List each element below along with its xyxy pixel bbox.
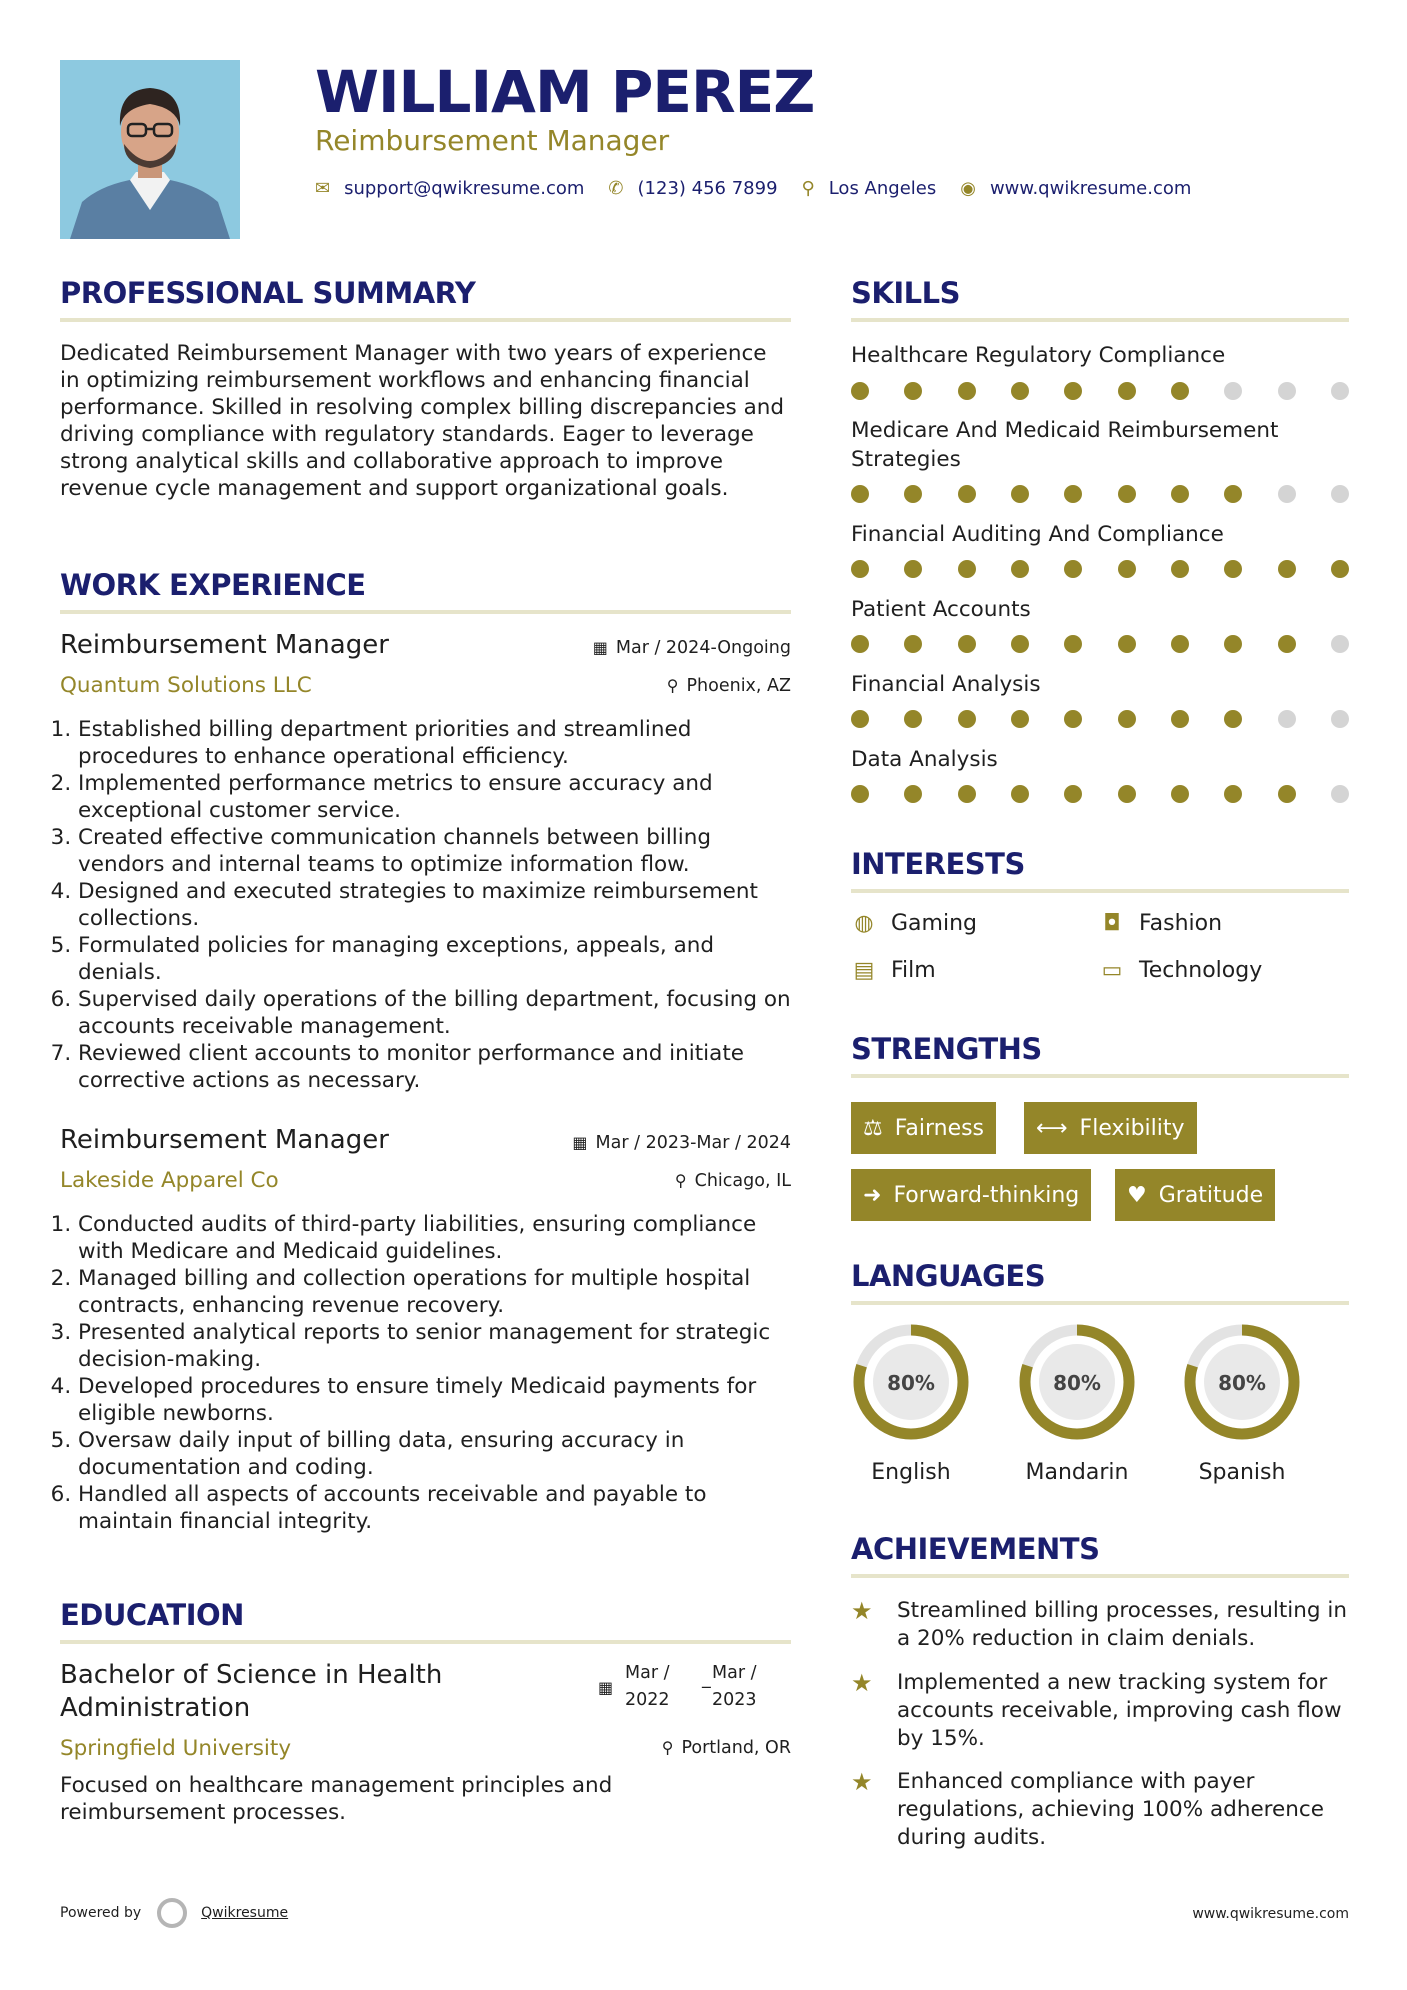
job-dates — [593, 638, 791, 658]
language-name: Spanish — [1198, 1460, 1286, 1485]
interest-item — [851, 911, 977, 936]
section-divider — [851, 1301, 1349, 1305]
skill-dot-filled — [1171, 382, 1189, 400]
skill-dot-filled — [904, 710, 922, 728]
skill-dot-filled — [1011, 635, 1029, 653]
interest-item — [1099, 911, 1222, 936]
skill-name: Data Analysis — [851, 747, 998, 772]
job-task-list — [60, 716, 791, 1094]
job-task: 6. Supervised daily operations of the billing department, focusing on accounts receivable management. — [78, 986, 791, 1040]
summary-text: Dedicated Reimbursement Manager with two years of experience in optimizing reimbursement workflows and enhancing financial performance. Skilled in resolving complex billing discrepancies and driving compliance with regulatory standards. Eager to leverage strong analytical skills and collaborative approach to improve revenue cycle management and support organizational goals. — [60, 341, 785, 501]
skill-dot-empty — [1331, 635, 1349, 653]
interest-item — [1099, 958, 1262, 983]
job-task: 2. Managed billing and collection operations for multiple hospital contracts, enhancing revenue recovery. — [78, 1265, 791, 1319]
skill-dot-filled — [1171, 560, 1189, 578]
strength-label: Fairness — [894, 1115, 985, 1141]
language-progress-ring — [849, 1320, 973, 1444]
skill-dot-empty — [1224, 382, 1242, 400]
language-progress-ring — [1015, 1320, 1139, 1444]
skill-dot-filled — [851, 560, 869, 578]
skill-dot-empty — [1331, 785, 1349, 803]
section-divider — [851, 318, 1349, 322]
job-dates-text: Mar / 2023-Mar / 2024 — [595, 1133, 791, 1153]
skill-dot-filled — [1011, 560, 1029, 578]
skill-dot-filled — [1278, 560, 1296, 578]
star-icon: ★ — [851, 1768, 873, 1796]
contact-bar — [315, 178, 1215, 199]
globe-icon: ◉ — [960, 178, 976, 199]
skill-name: Medicare And Medicaid Reimbursement Strategies — [851, 418, 1279, 472]
achievement-item — [851, 1597, 1349, 1653]
skill-dot-filled — [958, 710, 976, 728]
job-task: 1. Conducted audits of third-party liabilities, ensuring compliance with Medicare and Medicaid guidelines. — [78, 1211, 791, 1265]
job-task: 7. Reviewed client accounts to monitor performance and initiate corrective actions as necessary. — [78, 1040, 791, 1094]
skill-dot-filled — [1011, 710, 1029, 728]
job-task: 5. Formulated policies for managing exceptions, appeals, and denials. — [78, 932, 791, 986]
job-company: Lakeside Apparel Co — [60, 1168, 279, 1193]
skill-dot-filled — [904, 382, 922, 400]
skill-rating — [851, 710, 1349, 728]
degree-title: Bachelor of Science in Health Administration — [60, 1660, 443, 1723]
skill-dot-filled — [1331, 560, 1349, 578]
experience-heading: WORK EXPERIENCE — [60, 568, 366, 602]
footer-powered-by — [60, 1898, 288, 1928]
skill-rating — [851, 485, 1349, 503]
education-location-text: Portland, OR — [681, 1738, 791, 1758]
phone-icon: ✆ — [608, 178, 624, 199]
section-divider — [851, 1074, 1349, 1078]
skill-dot-filled — [1064, 485, 1082, 503]
education-end-year: 2023 — [712, 1690, 757, 1710]
skill-dot-filled — [851, 485, 869, 503]
job-task: 4. Designed and executed strategies to maximize reimbursement collections. — [78, 878, 791, 932]
skill-dot-filled — [1011, 382, 1029, 400]
job-title: Reimbursement Manager — [60, 630, 389, 660]
language-percent: 80% — [887, 1371, 935, 1395]
section-divider — [851, 1574, 1349, 1578]
skill-dot-filled — [1171, 710, 1189, 728]
job-dates-text: Mar / 2024-Ongoing — [615, 638, 791, 658]
skill-dot-filled — [1118, 560, 1136, 578]
qwikresume-logo-icon — [157, 1898, 187, 1928]
skill-dot-empty — [1278, 485, 1296, 503]
skill-dot-filled — [851, 785, 869, 803]
calendar-icon: ▦ — [592, 638, 608, 657]
education-start-year: 2022 — [625, 1690, 670, 1710]
skill-dot-filled — [904, 560, 922, 578]
contact-website[interactable]: www.qwikresume.com — [989, 178, 1192, 199]
job-location-text: Phoenix, AZ — [686, 676, 791, 696]
skill-dot-filled — [958, 635, 976, 653]
language-percent: 80% — [1053, 1371, 1101, 1395]
star-icon: ★ — [851, 1597, 873, 1625]
skill-dot-filled — [1171, 785, 1189, 803]
candidate-role: Reimbursement Manager — [315, 124, 670, 157]
job-task-list — [60, 1211, 791, 1535]
education-start-month: Mar / — [625, 1663, 670, 1683]
interests-heading: INTERESTS — [851, 847, 1025, 881]
education-dates — [598, 1660, 793, 1716]
strength-label: Gratitude — [1158, 1182, 1264, 1208]
skill-name: Financial Analysis — [851, 672, 1041, 697]
skill-dot-filled — [1064, 560, 1082, 578]
achievement-text: Enhanced compliance with payer regulations, achieving 100% adherence during audits. — [897, 1769, 1324, 1850]
skill-dot-filled — [1171, 635, 1189, 653]
skill-dot-filled — [1011, 785, 1029, 803]
arrow-right-icon: ➜ — [863, 1182, 882, 1208]
achievement-item — [851, 1669, 1349, 1753]
achievement-text: Implemented a new tracking system for accounts receivable, improving cash flow by 15%. — [897, 1670, 1342, 1751]
skill-dot-filled — [1118, 785, 1136, 803]
skill-rating — [851, 785, 1349, 803]
interest-label: Technology — [1139, 958, 1263, 983]
skill-dot-filled — [851, 635, 869, 653]
language-item — [1180, 1320, 1304, 1485]
laptop-icon: ▭ — [1101, 958, 1123, 983]
interest-label: Gaming — [891, 911, 977, 936]
job-company: Quantum Solutions LLC — [60, 673, 312, 698]
skill-dot-filled — [958, 485, 976, 503]
strength-badge — [1115, 1169, 1275, 1221]
skill-dot-filled — [1118, 635, 1136, 653]
contact-location: Los Angeles — [828, 178, 937, 199]
skill-dot-empty — [1278, 710, 1296, 728]
calendar-icon: ▦ — [598, 1678, 614, 1697]
job-dates — [572, 1133, 791, 1153]
skill-dot-filled — [1064, 382, 1082, 400]
skill-dot-empty — [1331, 382, 1349, 400]
summary-heading: PROFESSIONAL SUMMARY — [60, 276, 476, 310]
strength-badge — [851, 1102, 996, 1154]
skill-rating — [851, 382, 1349, 400]
skill-name: Healthcare Regulatory Compliance — [851, 343, 1226, 368]
pin-icon: ⚲ — [666, 676, 679, 695]
skill-dot-filled — [958, 560, 976, 578]
skill-dot-filled — [1171, 485, 1189, 503]
language-name: English — [871, 1460, 951, 1485]
arrows-horizontal-icon: ⟷ — [1036, 1115, 1068, 1141]
achievements-heading: ACHIEVEMENTS — [851, 1532, 1100, 1566]
skill-dot-filled — [851, 710, 869, 728]
job-location — [667, 676, 791, 696]
skill-dot-filled — [1224, 560, 1242, 578]
interest-label: Film — [891, 958, 936, 983]
shopping-bag-icon: ◘ — [1103, 911, 1121, 936]
section-divider — [851, 889, 1349, 893]
strength-label: Flexibility — [1079, 1115, 1185, 1141]
skill-dot-filled — [851, 382, 869, 400]
education-heading: EDUCATION — [60, 1598, 244, 1632]
languages-heading: LANGUAGES — [851, 1259, 1046, 1293]
heart-icon: ♥ — [1127, 1182, 1147, 1208]
skill-dot-filled — [1278, 635, 1296, 653]
strength-badge — [851, 1169, 1091, 1221]
brand-link[interactable]: Qwikresume — [201, 1905, 289, 1921]
candidate-name: WILLIAM PEREZ — [315, 58, 815, 126]
achievement-item — [851, 1768, 1349, 1852]
skill-name: Financial Auditing And Compliance — [851, 522, 1224, 547]
skills-heading: SKILLS — [851, 276, 960, 310]
map-pin-icon: ⚲ — [801, 178, 815, 199]
pin-icon: ⚲ — [674, 1171, 687, 1190]
skill-rating — [851, 635, 1349, 653]
skill-dot-filled — [1064, 635, 1082, 653]
job-task: 6. Handled all aspects of accounts receivable and payable to maintain financial integrity. — [78, 1481, 791, 1535]
job-task: 3. Created effective communication channels between billing vendors and internal teams to optimize information flow. — [78, 824, 791, 878]
section-divider — [60, 1640, 791, 1644]
interest-item — [851, 958, 936, 983]
section-divider — [60, 610, 791, 614]
skill-dot-filled — [1224, 485, 1242, 503]
section-divider — [60, 318, 791, 322]
education-description: Focused on healthcare management principles and reimbursement processes. — [60, 1773, 613, 1825]
pin-icon: ⚲ — [661, 1738, 674, 1757]
skill-dot-filled — [1118, 382, 1136, 400]
calendar-icon: ▦ — [572, 1133, 588, 1152]
strength-label: Forward-thinking — [893, 1182, 1080, 1208]
powered-by-label: Powered by — [60, 1905, 142, 1921]
language-name: Mandarin — [1025, 1460, 1129, 1485]
skill-dot-filled — [904, 635, 922, 653]
contact-phone[interactable]: (123) 456 7899 — [637, 178, 778, 199]
skill-dot-empty — [1278, 382, 1296, 400]
job-location — [675, 1171, 791, 1191]
email-icon: ✉ — [315, 178, 331, 199]
job-task: 5. Oversaw daily input of billing data, ensuring accuracy in documentation and coding. — [78, 1427, 791, 1481]
language-progress-ring — [1180, 1320, 1304, 1444]
job-title: Reimbursement Manager — [60, 1125, 389, 1155]
skill-name: Patient Accounts — [851, 597, 1031, 622]
job-location-text: Chicago, IL — [694, 1171, 791, 1191]
skill-dot-filled — [1064, 785, 1082, 803]
education-location — [662, 1738, 791, 1758]
skill-dot-filled — [1224, 785, 1242, 803]
achievement-text: Streamlined billing processes, resulting in a 20% reduction in claim denials. — [897, 1598, 1347, 1651]
skill-dot-filled — [904, 785, 922, 803]
school-name: Springfield University — [60, 1736, 292, 1761]
skill-dot-filled — [1011, 485, 1029, 503]
skill-dot-filled — [1118, 485, 1136, 503]
language-percent: 80% — [1218, 1371, 1266, 1395]
job-task: 3. Presented analytical reports to senior management for strategic decision-making. — [78, 1319, 791, 1373]
profile-photo — [60, 60, 240, 239]
skill-dot-filled — [1118, 710, 1136, 728]
job-task: 2. Implemented performance metrics to ensure accuracy and exceptional customer service. — [78, 770, 791, 824]
skill-dot-empty — [1331, 710, 1349, 728]
gamepad-icon: ◍ — [854, 911, 874, 936]
footer-site[interactable]: www.qwikresume.com — [1192, 1906, 1349, 1922]
skill-rating — [851, 560, 1349, 578]
language-item — [1015, 1320, 1139, 1485]
skill-dot-empty — [1331, 485, 1349, 503]
education-end-month: Mar / — [712, 1663, 757, 1683]
strength-badge — [1024, 1102, 1197, 1154]
job-task: 4. Developed procedures to ensure timely Medicaid payments for eligible newborns. — [78, 1373, 791, 1427]
skill-dot-filled — [1278, 785, 1296, 803]
date-separator: _ — [702, 1669, 711, 1689]
star-icon: ★ — [851, 1669, 873, 1697]
skill-dot-filled — [904, 485, 922, 503]
strengths-heading: STRENGTHS — [851, 1032, 1042, 1066]
skill-dot-filled — [1064, 710, 1082, 728]
job-task: 1. Established billing department priorities and streamlined procedures to enhance operational efficiency. — [78, 716, 791, 770]
interest-label: Fashion — [1139, 911, 1223, 936]
film-icon: ▤ — [853, 958, 875, 983]
contact-email[interactable]: support@qwikresume.com — [344, 178, 585, 199]
skill-dot-filled — [1224, 635, 1242, 653]
skill-dot-filled — [958, 382, 976, 400]
skill-dot-filled — [1224, 710, 1242, 728]
skill-dot-filled — [958, 785, 976, 803]
language-item — [849, 1320, 973, 1485]
balance-scale-icon: ⚖ — [863, 1115, 883, 1141]
